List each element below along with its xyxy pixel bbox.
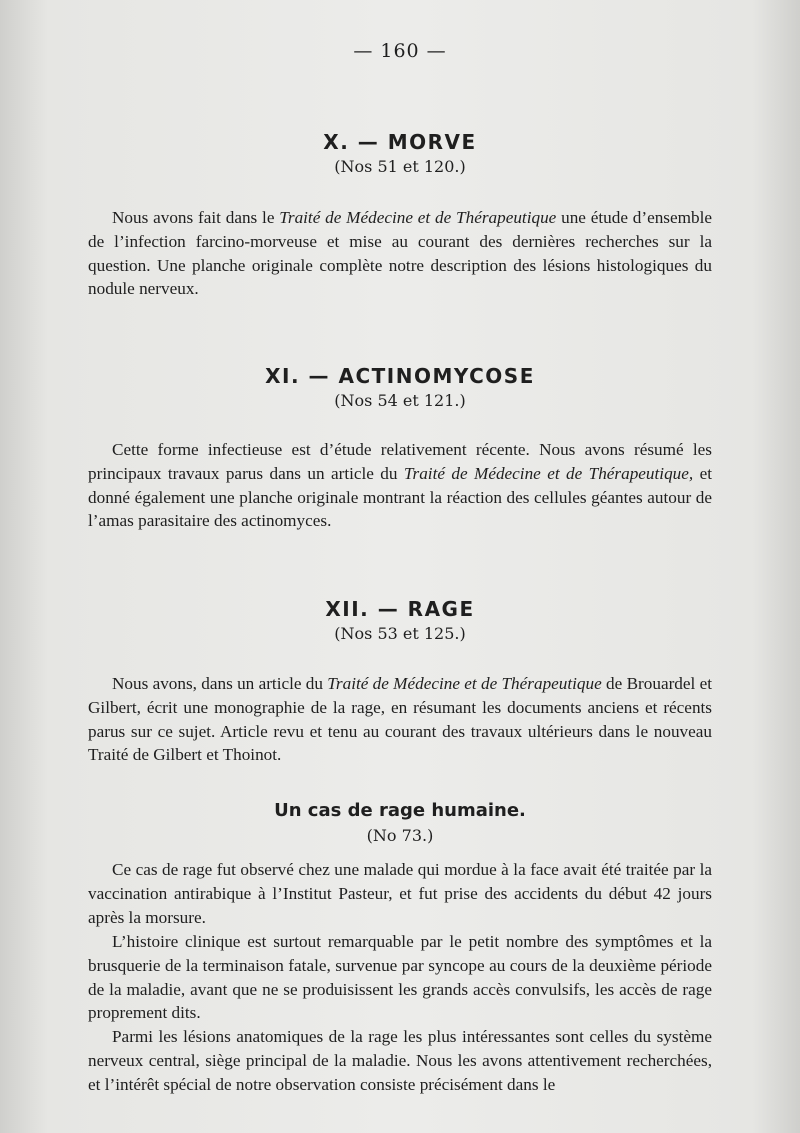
- section-paragraph-morve: [88, 206, 712, 301]
- case-ref: (No 73.): [366, 826, 434, 845]
- case-heading: Un cas de rage humaine.: [274, 800, 526, 821]
- paragraph-text: Cette forme infectieuse est d’étude relativement récente. Nous avons résumé les principaux travaux parus dans un article du: [88, 440, 712, 483]
- page-number: — 160 —: [353, 40, 447, 62]
- paragraph-text: une étude d’ensemble de l’infection farcino-morveuse et mise au courant des dernières recherches sur la question. Une planche originale complète notre description des lésions histologiques du nodule nerveux.: [88, 208, 712, 299]
- case-paragraph-3: [88, 1025, 712, 1096]
- section-ref-actinomycose: (Nos 54 et 121.): [334, 391, 466, 410]
- paragraph-text: Nous avons, dans un article du: [112, 674, 328, 693]
- book-title: Traité de Médecine et de Thérapeutique: [279, 208, 557, 227]
- case-paragraph-1: [88, 858, 712, 929]
- section-ref-rage: (Nos 53 et 125.): [334, 624, 466, 643]
- book-title: Traité de Médecine et de Thérapeutique,: [403, 463, 694, 483]
- section-heading-morve: X. — MORVE: [323, 130, 477, 154]
- paragraph-text: Parmi les lésions anatomiques de la rage les plus intéressantes sont celles du système nerveux central, siège principal de la maladie. Nous les avons attentivement recherchées, et l’intérêt spécial de notre observation consiste précisément dans le: [88, 1027, 712, 1094]
- case-paragraph-2: [88, 930, 712, 1025]
- section-heading-actinomycose: XI. — ACTINOMYCOSE: [265, 364, 535, 388]
- book-title: Traité de Médecine et de Thérapeutique: [327, 674, 602, 693]
- paragraph-text: de Brouardel et Gilbert, écrit une monographie de la rage, en résumant les documents anciens et récents parus sur ce sujet. Article revu et tenu au courant des travaux ultérieurs dans le nouveau Traité de Gilbert et Thoinot.: [88, 674, 712, 765]
- section-paragraph-actinomycose: [88, 438, 712, 533]
- paragraph-text: Ce cas de rage fut observé chez une malade qui mordue à la face avait été traitée par la vaccination antirabique à l’Institut Pasteur, et fut prise des accidents du début 42 jours après la morsure.: [88, 860, 712, 927]
- section-heading-rage: XII. — RAGE: [325, 597, 475, 621]
- paragraph-text: et donné également une planche originale montrant la réaction des cellules géantes autour de l’amas parasitaire des actinomyces.: [88, 463, 712, 531]
- section-ref-morve: (Nos 51 et 120.): [334, 157, 466, 176]
- paragraph-text: Nous avons fait dans le: [112, 208, 280, 227]
- section-paragraph-rage: [88, 672, 712, 767]
- paragraph-text: L’histoire clinique est surtout remarquable par le petit nombre des symptômes et la brusquerie de la terminaison fatale, survenue par syncope au cours de la deuxième période de la maladie, avant que ne se produisissent les grands accès convulsifs, les accès de rage proprement dits.: [88, 932, 712, 1023]
